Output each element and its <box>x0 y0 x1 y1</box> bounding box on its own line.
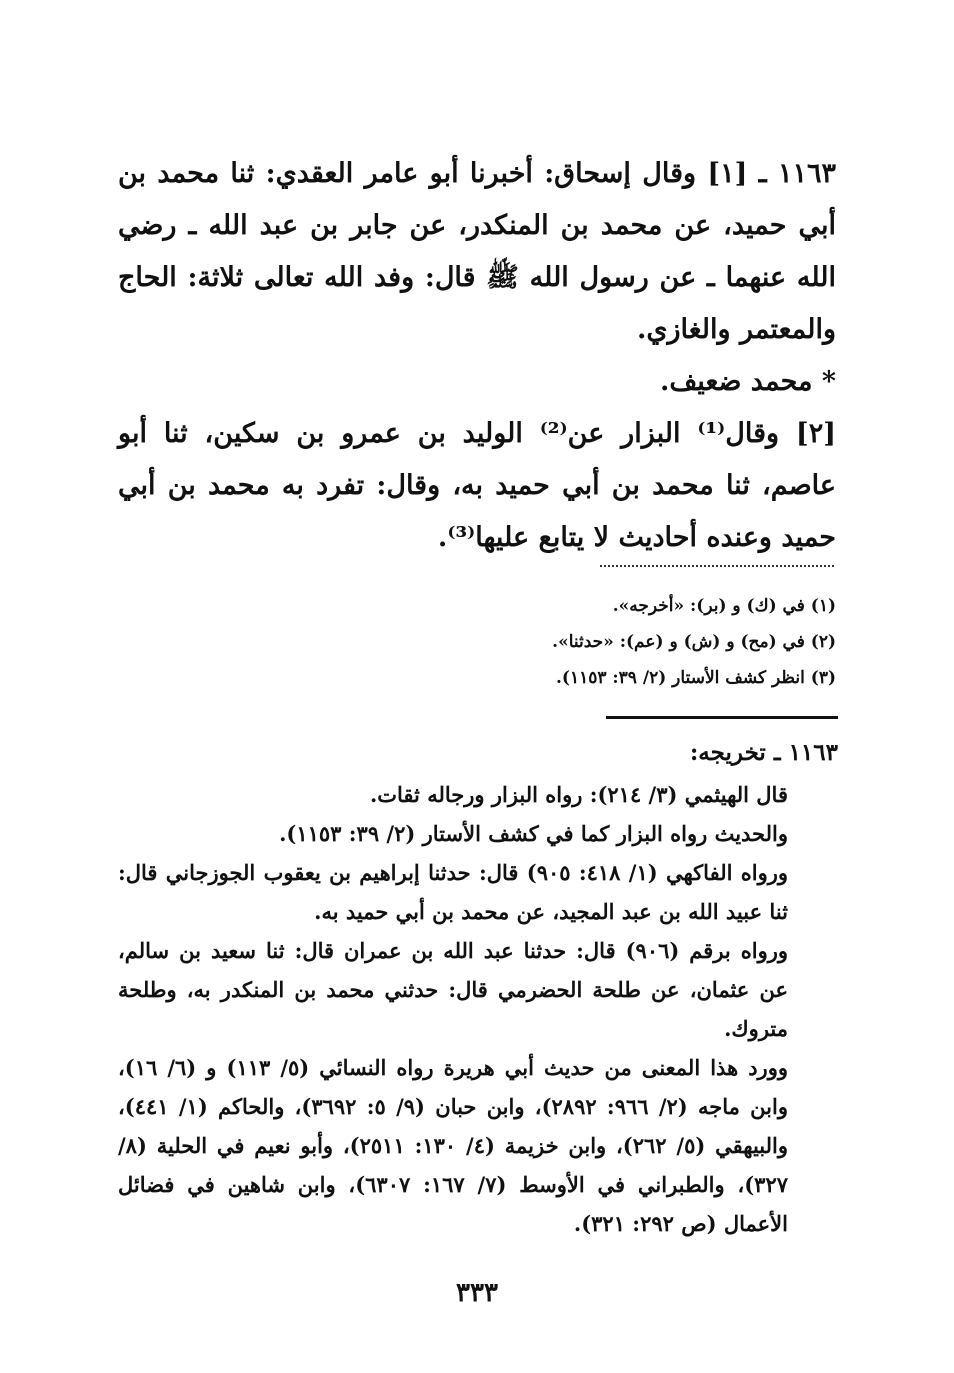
footnote-item: (٣) انظر كشف الأستار (٢/ ٣٩: ١١٥٣). <box>555 668 836 688</box>
page-number: ٣٣٣ <box>456 1278 498 1308</box>
section-divider <box>606 716 838 719</box>
footnote-separator <box>600 565 834 567</box>
takhrij-line: ورواه الفاكهي (١/ ٤١٨: ٩٠٥) قال: حدثنا إبراهيم بن يعقوب الجوزجاني قال: ثنا عبيد الله بن عبد المجيد، عن محمد بن أبي حميد به. <box>118 860 788 924</box>
second-chain-paragraph: [٢] وقال⁽¹⁾ البزار عن⁽²⁾ الوليد بن عمرو بن سكين، ثنا أبو عاصم، ثنا محمد بن أبي حميد به، وقال: تفرد به محمد بن أبي حميد وعنده أحاديث لا يتابع عليها⁽³⁾. <box>118 418 836 553</box>
main-text <box>118 148 836 564</box>
footnote-item: (٢) في (مح) و (ش) و (عم): «حدثنا». <box>552 632 836 652</box>
hadith-paragraph: ١١٦٣ ـ [١] وقال إسحاق: أخبرنا أبو عامر العقدي: ثنا محمد بن أبي حميد، عن محمد بن المنكدر، عن جابر بن عبد الله ـ رضي الله عنهما ـ عن رسول الله ﷺ قال: وفد الله تعالى ثلاثة: الحاج والمعتمر والغازي. <box>118 158 836 345</box>
takhrij-line: قال الهيثمي (٣/ ٢١٤): رواه البزار ورجاله ثقات. <box>369 782 788 807</box>
hadith-grade: * محمد ضعيف. <box>659 366 836 397</box>
footnotes <box>300 588 836 696</box>
takhrij-line: وورد هذا المعنى من حديث أبي هريرة رواه النسائي (٥/ ١١٣) و (٦/ ١٦)، وابن ماجه (٢/ ٩٦٦: ٢٨٩٢)، وابن حبان (٩/ ٥: ٣٦٩٢)، والحاكم (١/ ٤٤١)، والبيهقي (٥/ ٢٦٢)، وابن خزيمة (٤/ ١٣٠: ٢٥١١)، وأبو نعيم في الحلية (٨/ ٣٢٧)، والطبراني في الأوسط (٧/ ١٦٧: ٦٣٠٧)، وابن شاهين في فضائل الأعمال (ص ٢٩٢: ٣٢١). <box>118 1055 789 1236</box>
takhrij-line: والحديث رواه البزار كما في كشف الأستار (٢/ ٣٩: ١١٥٣). <box>279 821 788 846</box>
takhrij-heading: ١١٦٣ ـ تخريجه: <box>689 739 838 766</box>
takhrij-line: ورواه برقم (٩٠٦) قال: حدثنا عبد الله بن عمران قال: ثنا سعيد بن سالم، عن عثمان، عن طلحة الحضرمي قال: حدثني محمد بن المنكدر به، وطلحة متروك. <box>118 938 788 1041</box>
takhrij-section <box>118 733 838 1243</box>
footnote-item: (١) في (ك) و (بر): «أخرجه». <box>612 596 836 616</box>
